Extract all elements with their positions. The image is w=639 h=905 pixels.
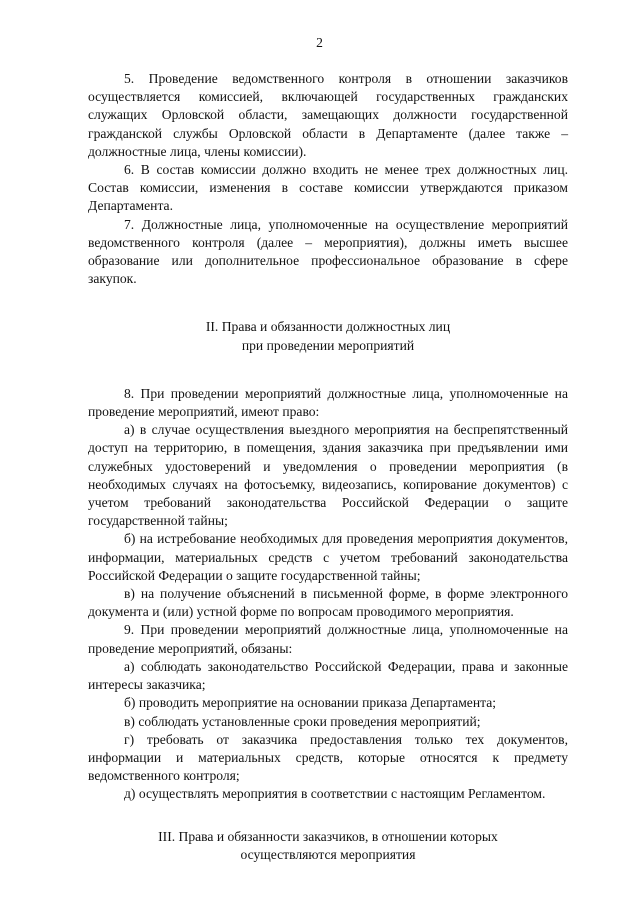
paragraph-8: 8. При проведении мероприятий должностные лица, уполномоченные на проведение мероприятий, имеют право: bbox=[88, 385, 568, 420]
paragraph-9: 9. При проведении мероприятий должностные лица, уполномоченные на проведение мероприятий, обязаны: bbox=[88, 622, 568, 656]
paragraph-9-g: г) требовать от заказчика предоставления только тех документов, информации и материальных средств, которые относятся к предмету ведомственного контроля; bbox=[88, 731, 568, 784]
section-3-heading-line-2: осуществляются мероприятия bbox=[240, 846, 416, 862]
paragraph-9-a: а) соблюдать законодательство Российской Федерации, права и законные интересы заказчика; bbox=[88, 658, 568, 693]
document-body bbox=[88, 70, 568, 864]
paragraph-7: 7. Должностные лица, уполномоченные на осуществление мероприятий ведомственного контроля (далее – мероприятия), должны иметь высшее образование или дополнительное профессиональное образование в сфере закупок. bbox=[88, 216, 568, 287]
paragraph-5: 5. Проведение ведомственного контроля в отношении заказчиков осуществляется комиссией, включающей государственных гражданских служащих Орловской области, замещающих должности государственной гражданской службы Орловской области в Департаменте (далее также – должностные лица, члены комиссии). bbox=[88, 71, 568, 159]
paragraph-9-v: в) соблюдать установленные сроки проведения мероприятий; bbox=[124, 713, 481, 729]
paragraph-9-d: д) осуществлять мероприятия в соответствии с настоящим Регламентом. bbox=[124, 786, 546, 802]
section-2-heading-line-2: при проведении мероприятий bbox=[241, 337, 415, 353]
section-2-heading-line-1: II. Права и обязанности должностных лиц bbox=[205, 319, 451, 335]
paragraph-8-a: а) в случае осуществления выездного мероприятия на беспрепятственный доступ на территорию, в помещения, здания заказчика при предъявлении ими служебных удостоверений и уведомления о проведении мероприятия (в необходимых случаях на фотосъемку, видеозапись, копирование документов) с учетом требований законодательства Российской Федерации о защите государственной тайны; bbox=[88, 422, 568, 529]
paragraph-9-b: б) проводить мероприятие на основании приказа Департамента; bbox=[124, 695, 497, 711]
page-number: 2 bbox=[316, 35, 323, 50]
paragraph-8-b: б) на истребование необходимых для проведения мероприятия документов, информации, материальных средств с учетом требований законодательства Российской Федерации о защите государственной тайны; bbox=[88, 531, 568, 583]
paragraph-8-v: в) на получение объяснений в письменной форме, в форме электронного документа и (или) устной форме по вопросам проводимого мероприятия. bbox=[88, 586, 568, 620]
paragraph-6: 6. В состав комиссии должно входить не менее трех должностных лиц. Состав комиссии, изменения в составе комиссии утверждаются приказом Департамента. bbox=[88, 162, 568, 214]
section-3-heading-line-1: III. Права и обязанности заказчиков, в отношении которых bbox=[158, 828, 498, 844]
